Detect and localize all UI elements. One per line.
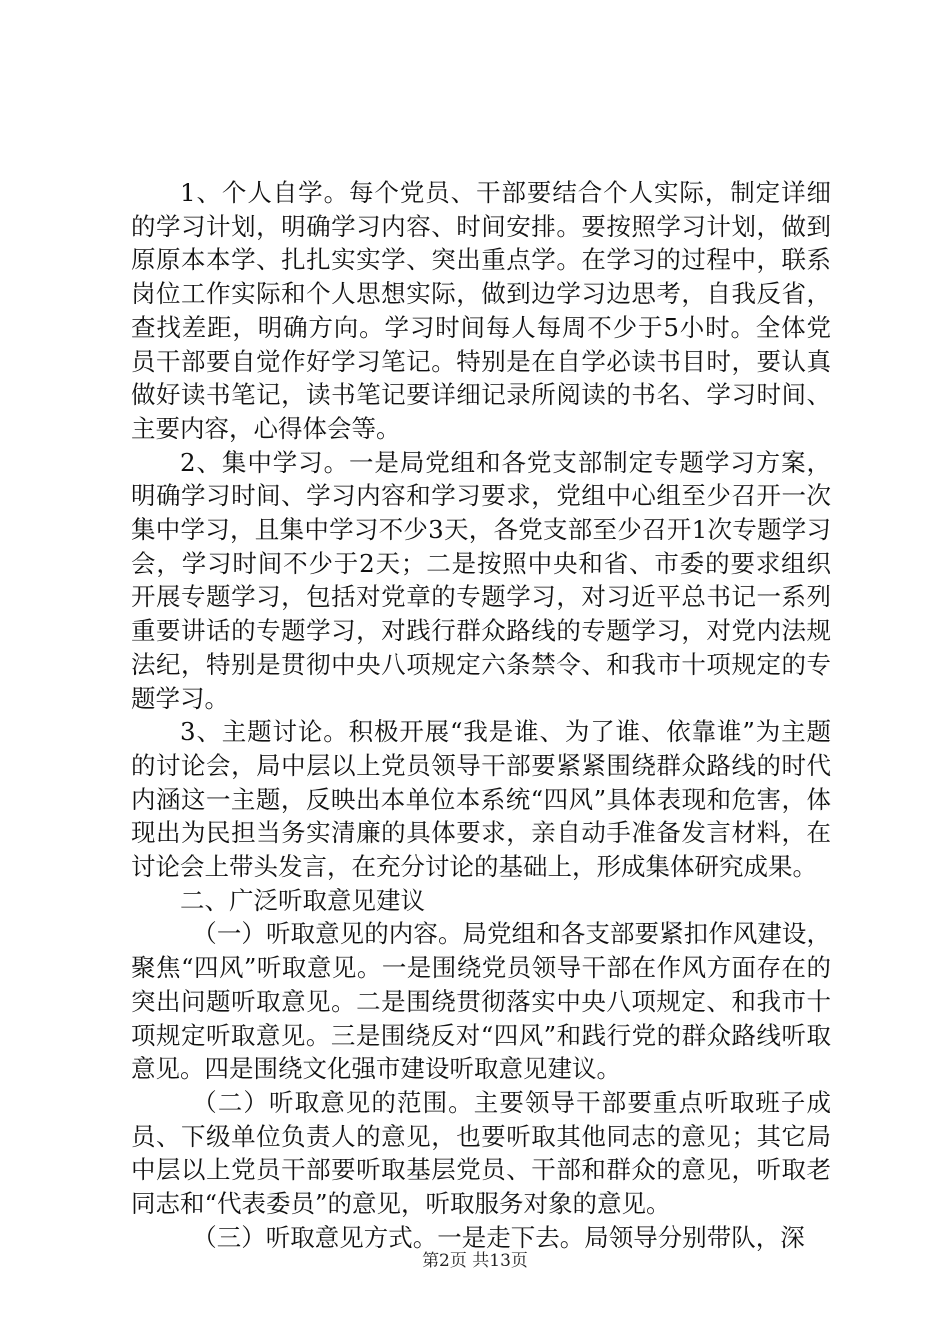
paragraph-topic-discussion: 3、主题讨论。积极开展“我是谁、为了谁、依靠谁”为主题的讨论会，局中层以上党员领导干部要紧紧围绕群众路线的时代内涵这一主题，反映出本单位本系统“四风”具体表现和危害，体现出为民担当务实清廉的具体要求，亲自动手准备发言材料，在讨论会上带头发言，在充分讨论的基础上，形成集体研究成果。 <box>131 717 831 882</box>
paragraph-opinion-scope: （二）听取意见的范围。主要领导干部要重点听取班子成员、下级单位负责人的意见，也要听取其他同志的意见；其它局中层以上党员干部要听取基层党员、干部和群众的意见，听取老同志和“代表委员”的意见，听取服务对象的意见。 <box>131 1087 831 1219</box>
paragraph-personal-study: 1、个人自学。每个党员、干部要结合个人实际，制定详细的学习计划，明确学习内容、时间安排。要按照学习计划，做到原原本本学、扎扎实实学、突出重点学。在学习的过程中，联系岗位工作实际和个人思想实际，做到边学习边思考，自我反省，查找差距，明确方向。学习时间每人每周不少于5小时。全体党员干部要自觉作好学习笔记。特别是在自学必读书目时，要认真做好读书笔记，读书笔记要详细记录所阅读的书名、学习时间、主要内容，心得体会等。 <box>131 178 831 443</box>
document-body <box>131 176 831 1255</box>
paragraph-opinion-content: （一）听取意见的内容。局党组和各支部要紧扣作风建设，聚焦“四风”听取意见。一是围绕党员领导干部在作风方面存在的突出问题听取意见。二是围绕贯彻落实中央八项规定、和我市十项规定听取意见。三是围绕反对“四风”和践行党的群众路线听取意见。四是围绕文化强市建设听取意见建议。 <box>131 919 831 1084</box>
page-footer: 第2页 共13页 <box>422 1251 528 1271</box>
paragraph-opinion-method: （三）听取意见方式。一是走下去。局领导分别带队，深 <box>192 1222 805 1252</box>
paragraph-group-study: 2、集中学习。一是局党组和各党支部制定专题学习方案，明确学习时间、学习内容和学习要求，党组中心组至少召开一次集中学习，且集中学习不少3天，各党支部至少召开1次专题学习会，学习时间不少于2天；二是按照中央和省、市委的要求组织开展专题学习，包括对党章的专题学习，对习近平总书记一系列重要讲话的专题学习，对践行群众路线的专题学习，对党内法规法纪，特别是贯彻中央八项规定六条禁令、和我市十项规定的专题学习。 <box>131 447 831 713</box>
section-heading-opinions: 二、广泛听取意见建议 <box>180 885 425 915</box>
